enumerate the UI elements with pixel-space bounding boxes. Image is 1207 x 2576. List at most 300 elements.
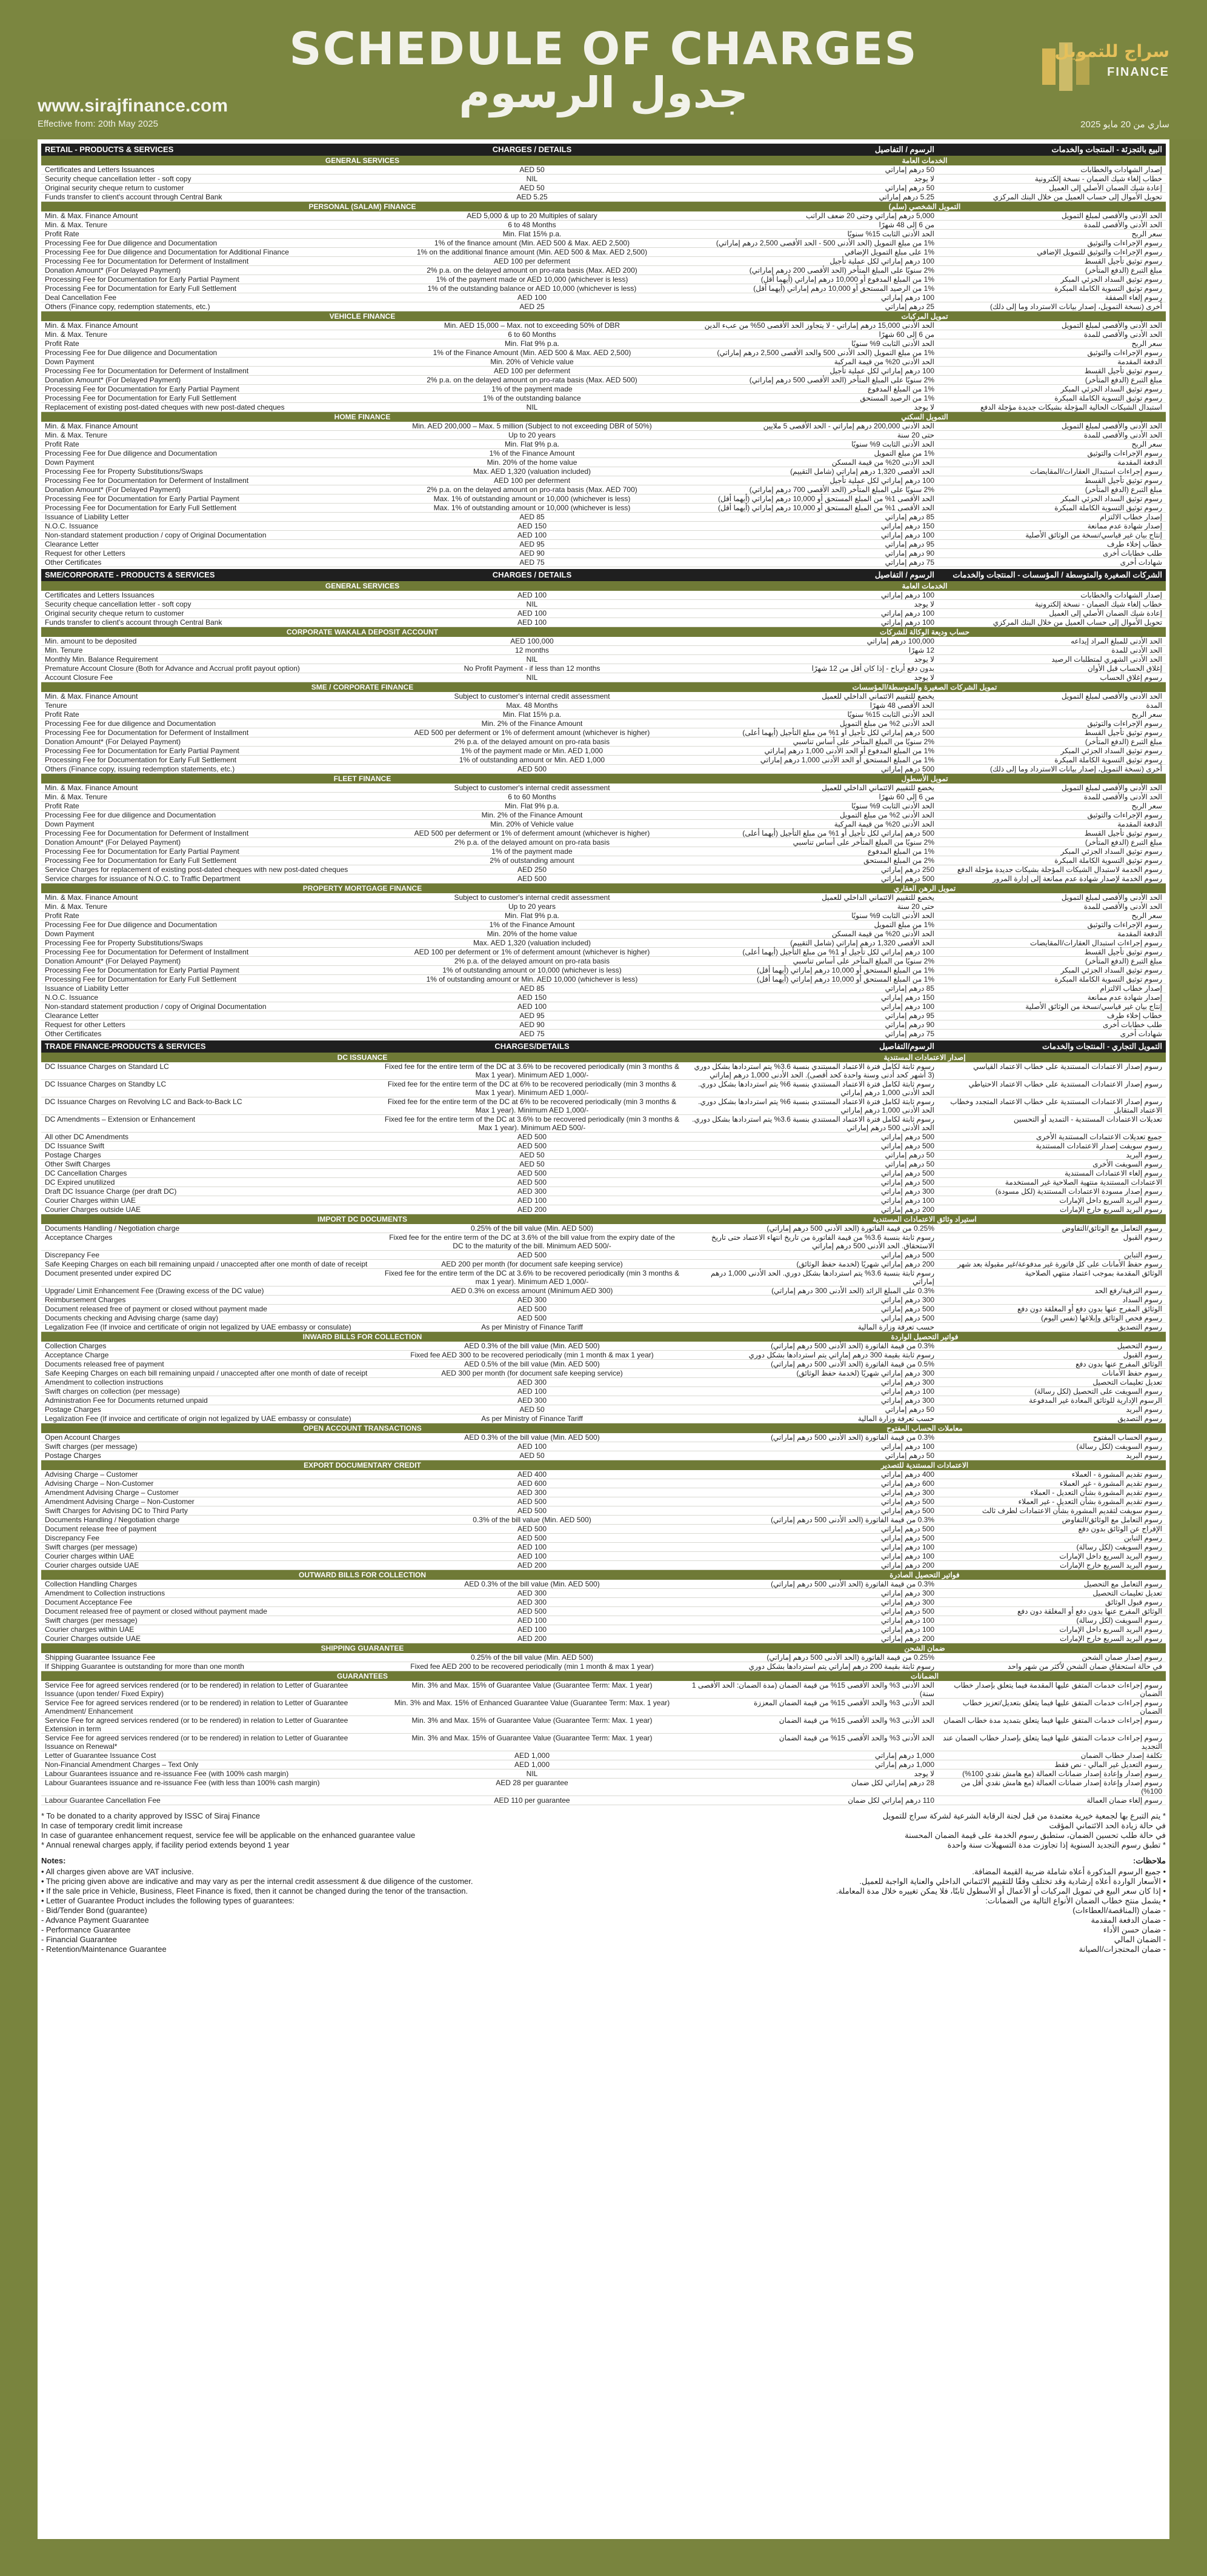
group-title-ar: إصدار الاعتمادات المستندية (883, 1053, 966, 1062)
charge-cell: AED 50 (519, 1451, 545, 1460)
charge-cell: Service charges for issuance of N.O.C. to Traffic Department (45, 874, 241, 883)
charge-cell: شهادات أخرى (1120, 558, 1162, 567)
charge-cell: 250 درهم إماراتي (880, 865, 934, 874)
charge-cell: الحد الأدنى والأقصى للمدة (1083, 431, 1162, 439)
charge-cell: Donation Amount* (For Delayed Payment) (45, 485, 181, 494)
charge-row (41, 558, 1166, 567)
charge-cell: Min. 3% and Max. 15% of Guarantee Value (Guarantee Term: Max. 1 year) (411, 1681, 653, 1689)
charge-cell: AED 500 (517, 1178, 547, 1186)
charge-cell: DC Issuance Charges on Revolving LC and Back-to-Back LC (45, 1097, 242, 1106)
charge-cell: 200 درهم إماراتي شهريًا (لخدمة حفظ الوثائق) (796, 1260, 934, 1268)
charge-cell: الحد الأدنى والأقصى لمبلغ التمويل (1061, 692, 1162, 701)
charge-row (41, 1187, 1166, 1196)
charge-row (41, 1681, 1166, 1699)
charge-cell: Processing Fee for Documentation for Deferment of Installment (45, 476, 249, 485)
charge-cell: Processing Fee for due diligence and Documentation (45, 811, 216, 819)
charge-row (41, 248, 1166, 257)
website-link[interactable]: www.sirajfinance.com (38, 96, 228, 116)
charge-cell: Administration Fee for Documents returned unpaid (45, 1396, 208, 1405)
group-title-ar: تمويل الشركات الصغيرة والمتوسطة/المؤسسات (852, 683, 997, 691)
group-title (41, 1570, 1166, 1580)
charge-cell: رسوم ثابتة لكامل فترة الاعتماد المستندي بنسبة 3.6% يتم استردادها بشكل دوري (3 أشهر كحد أدنى وسنة واحدة كحد أقصى). الحد الأدنى 1,000 درهم إماراتي (694, 1062, 934, 1079)
note-item-ar: - ضمان المحتجزات/الصيانة (1079, 1945, 1166, 1954)
group-title (41, 1053, 1166, 1062)
charge-cell: رسوم السداد (1122, 1296, 1162, 1304)
charge-cell: Down Payment (45, 458, 95, 467)
charge-cell: رسوم ثابتة بنسبة 3.6% يتم استردادها بشكل دوري. الحد الأدنى 1,000 درهم إماراتي (710, 1269, 934, 1286)
charge-cell: الحد الأدنى والأقصى لمبلغ التمويل (1061, 784, 1162, 792)
charge-cell: AED 100 per deferment or 1% of deferment amount (whichever is higher) (414, 948, 650, 956)
notes-columns (41, 1856, 1166, 1954)
footnote-ar: في حالة زيادة الحد الائتماني المؤقت (1049, 1821, 1166, 1830)
charge-cell: الحد الأدنى 200,000 درهم إماراتي - الحد الأقصى 5 ملايين (763, 422, 934, 430)
charge-cell: Monthly Min. Balance Requirement (45, 655, 158, 664)
charge-cell: Fixed fee AED 200 to be recovered periodically (min 1 month & max 1 year) (410, 1662, 654, 1671)
charge-cell: 1% of the payment made (491, 385, 573, 393)
charge-cell: الحد الأدنى 20% من قيمة المركبة (834, 820, 934, 828)
charge-row (41, 609, 1166, 618)
group-title-en: VEHICLE FINANCE (329, 312, 396, 321)
note-item-en: • Letter of Guarantee Product includes the following types of guarantees: (41, 1896, 294, 1905)
charge-cell: 200 درهم إماراتي (880, 1205, 934, 1214)
charge-cell: حسب تعرفة وزارة المالية (857, 1323, 934, 1331)
charge-cell: الحد الأدنى والأقصى للمدة (1083, 902, 1162, 911)
charge-cell: Swift charges (per message) (45, 1543, 138, 1551)
charge-cell: AED 0.3% on excess amount (Minimum AED 300) (451, 1286, 613, 1295)
charge-row (41, 692, 1166, 701)
charge-cell: AED 5,000 & up to 20 Multiples of salary (467, 211, 597, 220)
charge-cell: رسوم السويفت (لكل رسالة) (1076, 1543, 1162, 1551)
charge-cell: Labour Guarantees issuance and re-issuance Fee (with 100% cash margin) (45, 1769, 289, 1778)
charge-cell: 150 درهم إماراتي (880, 993, 934, 1002)
charge-cell: تحويل الأموال إلى حساب العميل من خلال البنك المركزي (993, 193, 1162, 201)
charge-cell: Acceptance Charge (45, 1351, 109, 1359)
charge-cell: رسوم توثيق تأجيل القسط (1084, 476, 1162, 485)
charge-cell: رسوم القبول (1123, 1233, 1162, 1242)
group-title-ar: الخدمات العامة (902, 156, 948, 165)
charge-row (41, 239, 1166, 248)
charge-cell: الحد الأدنى والأقصى لمبلغ التمويل (1061, 211, 1162, 220)
charge-cell: حسب تعرفة وزارة المالية (857, 1414, 934, 1423)
group-title (41, 1423, 1166, 1433)
charge-cell: Security cheque cancellation letter - soft copy (45, 600, 191, 608)
charge-row (41, 1653, 1166, 1662)
charge-row (41, 756, 1166, 765)
group-title-en: OUTWARD BILLS FOR COLLECTION (299, 1571, 426, 1579)
charge-row (41, 1305, 1166, 1314)
charge-cell: رسوم تقديم المشورة - غير العملاء (1059, 1479, 1162, 1488)
charge-cell: Other Certificates (45, 1030, 102, 1038)
group-title-en: INWARD BILLS FOR COLLECTION (302, 1333, 422, 1341)
charge-cell: رسوم القبول (1123, 1351, 1162, 1359)
charge-cell: رسوم التعامل مع الوثائق/التفاوض (1062, 1516, 1162, 1524)
charge-cell: رسوم ثابتة لكامل فترة الاعتماد المستندي بنسبة 3.6% يتم استردادها بشكل دوري. الحد الأدنى 500 درهم إماراتي (692, 1115, 934, 1132)
charge-cell: AED 500 (517, 1607, 547, 1616)
charge-cell: الحد الأدنى الثابت 9% سنويًا (851, 802, 934, 810)
charge-cell: جميع تعديلات الاعتمادات المستندية الأخرى (1036, 1133, 1162, 1141)
group-title-en: DC ISSUANCE (337, 1053, 388, 1062)
charge-cell: AED 200 (517, 1561, 547, 1569)
charge-cell: الحد الأدنى الثابت 15% سنويًا (847, 710, 934, 719)
charge-cell: 100 درهم إماراتي (880, 1002, 934, 1011)
charge-cell: AED 500 (517, 1142, 547, 1150)
section-header-cell: SME/CORPORATE - PRODUCTS & SERVICES (45, 570, 215, 579)
charge-row (41, 911, 1166, 920)
charge-row (41, 1442, 1166, 1451)
charge-cell: رسوم حفظ الأمانات على كل فاتورة غير مدفوعة/غير مقبولة بعد شهر (957, 1260, 1162, 1268)
footnote-en: * Annual renewal charges apply, if facility period extends beyond 1 year (41, 1840, 290, 1849)
charge-cell: رسوم البريد السريع خارج الإمارات (1059, 1634, 1162, 1643)
section-header (41, 1040, 1166, 1053)
group-title (41, 1643, 1166, 1653)
charge-cell: AED 50 (519, 1405, 545, 1414)
charge-row (41, 975, 1166, 984)
charge-row (41, 1543, 1166, 1552)
charge-cell: لا يوجد (914, 403, 934, 411)
charge-cell: رسوم الإجراءات والتوثيق (1087, 348, 1162, 357)
charge-cell: مبلغ التبرع (الدفع المتأخر) (1085, 485, 1162, 494)
charge-cell: Down Payment (45, 358, 95, 366)
charge-cell: تكلفة إصدار خطاب الضمان (1080, 1751, 1162, 1760)
charge-cell: 500 درهم إماراتي (880, 1525, 934, 1533)
charge-cell: 2% سنويًا على المبلغ المتأخر (الحد الأقصى 200 درهم إماراتي) (749, 266, 934, 275)
section-header-cell: التمويل التجاري - المنتجات والخدمات (1042, 1042, 1162, 1051)
charge-cell: Security cheque cancellation letter - soft copy (45, 175, 191, 183)
charge-cell: رسوم الإجراءات والتوثيق (1087, 920, 1162, 929)
charge-row (41, 1286, 1166, 1296)
charge-cell: AED 500 (517, 1314, 547, 1322)
charge-cell: رسوم توثيق تأجيل القسط (1084, 948, 1162, 956)
charge-cell: إصدار شهادة عدم ممانعة (1087, 522, 1162, 530)
charge-cell: رسوم توثيق التسوية الكاملة المبكرة (1054, 394, 1162, 402)
charge-cell: As per Ministry of Finance Tariff (481, 1414, 583, 1423)
charge-cell: Courier Charges outside UAE (45, 1634, 141, 1643)
charge-row (41, 339, 1166, 348)
charge-cell: Documents Handling / Negotiation charge (45, 1516, 180, 1524)
charge-cell: Processing Fee for Documentation for Early Full Settlement (45, 975, 237, 983)
charge-cell: AED 300 (517, 1598, 547, 1606)
charge-cell: طلب خطابات أخرى (1103, 549, 1162, 557)
charge-cell: 1% of the outstanding balance (483, 394, 581, 402)
charge-cell: 1% من المبلغ المدفوع (867, 847, 934, 856)
charge-cell: سعر الربح (1131, 911, 1162, 920)
charge-cell: Service Charges for replacement of existing post-dated cheques with new post-dated cheques (45, 865, 348, 874)
charge-cell: 100 درهم إماراتي (880, 1387, 934, 1396)
charge-cell: Account Closure Fee (45, 673, 113, 682)
section-header-cell: CHARGES / DETAILS (492, 570, 572, 579)
charge-cell: 500 درهم إماراتي (880, 1251, 934, 1259)
section-header-cell: CHARGES/DETAILS (494, 1042, 570, 1051)
charge-cell: Processing Fee for Due diligence and Documentation (45, 348, 218, 357)
charge-row (41, 1020, 1166, 1030)
group-title-en: SHIPPING GUARANTEE (321, 1644, 404, 1652)
charge-cell: 1% of the Finance Amount (489, 920, 575, 929)
charge-cell: Issuance of Liability Letter (45, 513, 129, 521)
charge-cell: سعر الربح (1131, 339, 1162, 348)
charge-cell: Advising Charge – Customer (45, 1470, 138, 1479)
charge-cell: 200 درهم إماراتي (880, 1634, 934, 1643)
charge-row (41, 284, 1166, 293)
charge-cell: الحد الأقصى 1% من المبلغ المستحق أو 10,000 درهم إماراتي (أيهما أقل) (717, 504, 934, 512)
charge-row (41, 1151, 1166, 1160)
charge-cell: 0.3% على المبلغ الزائد (الحد الأدنى 300 درهم إماراتي) (771, 1286, 934, 1295)
charge-cell: Document Acceptance Fee (45, 1598, 133, 1606)
charge-cell: AED 100 (517, 1552, 547, 1560)
effective-date-ar: ساري من 20 مايو 2025 (1080, 119, 1169, 130)
charge-cell: 2% من المبلغ المستحق (863, 856, 934, 865)
charge-cell: AED 95 (519, 1011, 545, 1020)
charge-row (41, 993, 1166, 1002)
charge-row (41, 1378, 1166, 1387)
charge-cell: 0.25% of the bill value (Min. AED 500) (470, 1224, 594, 1233)
charge-cell: AED 100 (517, 1002, 547, 1011)
charge-cell: Fixed fee for the entire term of the DC at 3.6% of the bill value from the expiry date of the DC to the maturity of the bill. Minimum AED 500/- (389, 1233, 675, 1250)
charge-row (41, 358, 1166, 367)
charge-cell: الحد الأدنى والأقصى للمدة (1083, 330, 1162, 339)
charge-cell: 2% of outstanding amount (490, 856, 574, 865)
charge-cell: Processing Fee for Property Substitutions/Swaps (45, 939, 203, 947)
charge-cell: 2% سنويًا من المبلغ المتأخر على أساس تناسبي (793, 737, 934, 746)
charge-cell: 1% of the payment made or Min. AED 1,000 (461, 747, 604, 755)
page-header (0, 0, 1207, 139)
footnote-en: * To be donated to a charity approved by ISSC of Siraj Finance (41, 1811, 261, 1820)
charge-cell: AED 250 (517, 865, 547, 874)
charge-cell: 1% of the Finance Amount (489, 449, 575, 458)
charge-cell: Collection Handling Charges (45, 1580, 138, 1588)
charge-cell: 1,000 درهم إماراتي (874, 1760, 934, 1769)
charge-cell: 5,000 درهم إماراتي وحتى 20 ضعف الراتب (805, 211, 934, 220)
charge-cell: AED 50 (519, 165, 545, 174)
charge-cell: رسوم التعديل غير المالي - نص فقط (1054, 1760, 1162, 1769)
charge-cell: 100 درهم إماراتي (880, 1196, 934, 1205)
charge-row (41, 948, 1166, 957)
footnote-row (41, 1831, 1166, 1840)
charge-row (41, 1196, 1166, 1205)
charge-cell: AED 100 (517, 293, 547, 302)
charge-cell: N.O.C. Issuance (45, 522, 99, 530)
note-item-ar: • الأسعار الواردة أعلاه إرشادية وقد تختلف وفقًا للتقييم الائتماني الداخلي والعناية الواجبة للعميل. (859, 1877, 1166, 1886)
charge-cell: Donation Amount* (For Delayed Payment) (45, 376, 181, 384)
charge-row (41, 1516, 1166, 1525)
charge-cell: 100 درهم إماراتي (880, 1543, 934, 1551)
group-title (41, 1671, 1166, 1681)
charge-cell: 2% p.a. of the delayed amount on pro-rata basis (454, 957, 610, 965)
charge-cell: Legalization Fee (If invoice and certificate of origin not legalized by UAE embassy or consulate) (45, 1323, 351, 1331)
charge-cell: Min. & Max. Tenure (45, 221, 108, 229)
charge-cell: Max. 1% of outstanding amount or 10,000 (whichever is less) (433, 494, 631, 503)
charge-cell: Non-Financial Amendment Charges – Text Only (45, 1760, 199, 1769)
notes-title-ar: ملاحظات: (1133, 1856, 1166, 1865)
charge-cell: Request for other Letters (45, 1020, 125, 1029)
charge-cell: رسوم الإجراءات والتوثيق للتمويل الإضافي (1037, 248, 1162, 256)
charge-cell: خطاب إلغاء شيك الضمان - نسخة إلكترونية (1034, 600, 1162, 608)
group-title (41, 1460, 1166, 1470)
charge-cell: رسوم قبول الوثائق (1105, 1598, 1162, 1606)
charge-cell: رسوم توثيق تأجيل القسط (1084, 257, 1162, 265)
section-header-cell: TRADE FINANCE-PRODUCTS & SERVICES (45, 1042, 206, 1051)
charge-cell: أخرى (نسخة التمويل، إصدار بيانات الاسترداد وما إلى ذلك) (989, 765, 1162, 773)
charge-cell: Processing Fee for Documentation for Deferment of Installment (45, 948, 249, 956)
charge-cell: Courier Charges outside UAE (45, 1205, 141, 1214)
charge-cell: AED 1,000 (514, 1760, 550, 1769)
charge-cell: 1% من المبلغ المستحق أو 10,000 درهم إماراتي (أيهما أقل) (757, 966, 934, 974)
note-item-ar: • إذا كان سعر البيع في تمويل المركبات أو الأعمال أو الأسطول ثابتًا، فلا يمكن تغييره خلال مدة المعاملة. (836, 1886, 1166, 1895)
charge-cell: 2% سنويًا من المبلغ المتأخر على أساس تناسبي (793, 838, 934, 847)
charge-cell: رسوم ثابتة لكامل فترة الاعتماد المستندي بنسبة 6% يتم استردادها بشكل دوري. الحد الأدنى 1,000 درهم إماراتي (698, 1097, 934, 1114)
charge-cell: Letter of Guarantee Issuance Cost (45, 1751, 156, 1760)
charge-cell: رسوم إلغاء ضمان العمالة (1086, 1796, 1162, 1805)
charge-cell: 500 درهم إماراتي (880, 1497, 934, 1506)
charge-row (41, 646, 1166, 655)
charge-row (41, 939, 1166, 948)
charge-cell: الحد الأدنى الثابت 9% سنويًا (851, 440, 934, 448)
charge-cell: 100,000 درهم إماراتي (866, 637, 934, 645)
charge-cell: AED 500 (517, 1506, 547, 1515)
charge-cell: Profit Rate (45, 802, 79, 810)
section-header-cell: CHARGES / DETAILS (492, 145, 572, 154)
charge-cell: Labour Guarantee Cancellation Fee (45, 1796, 161, 1805)
charge-row (41, 531, 1166, 540)
charge-cell: الحد الأدنى والأقصى لمبلغ التمويل (1061, 321, 1162, 330)
charge-cell: تحويل الأموال إلى حساب العميل من خلال البنك المركزي (993, 618, 1162, 627)
charge-cell: Donation Amount* (For Delayed Payment) (45, 266, 181, 275)
charge-row (41, 1030, 1166, 1039)
charge-cell: Upgrade/ Limit Enhancement Fee (Drawing excess of the DC value) (45, 1286, 264, 1295)
charge-cell: 1% على مبلغ التمويل الإضافي (844, 248, 934, 256)
charge-cell: رسوم إصدار وإعادة إصدار ضمانات العمالة (مع هامش نقدي 100%) (962, 1769, 1162, 1778)
note-item-en: - Performance Guarantee (41, 1925, 131, 1934)
charge-cell: Fixed fee for the entire term of the DC at 3.6% to be recovered periodically (min 3 months & Max 1 year). Minimum AED 500/- (384, 1115, 680, 1132)
group-title-en: PERSONAL (SALAM) FINANCE (308, 202, 416, 211)
charge-cell: Donation Amount* (For Delayed Payment) (45, 838, 181, 847)
charge-cell: رسوم حفظ الأمانات (1102, 1369, 1162, 1377)
charge-row (41, 348, 1166, 358)
charge-cell: 50 درهم إماراتي (885, 1451, 934, 1460)
charge-cell: Donation Amount* (For Delayed Payment) (45, 737, 181, 746)
charge-row (41, 902, 1166, 911)
charge-cell: 6 to 60 Months (508, 330, 556, 339)
charge-cell: 50 درهم إماراتي (885, 1405, 934, 1414)
charge-cell: 1% من المبلغ المدفوع أو 10,000 درهم إماراتي (أيهما أقل) (760, 275, 934, 284)
charge-cell: Deal Cancellation Fee (45, 293, 117, 302)
charge-cell: 1% من مبلغ التمويل (874, 449, 934, 458)
note-item-en: • All charges given above are VAT inclusive. (41, 1867, 194, 1876)
charge-cell: رسوم الإجراءات والتوثيق (1087, 811, 1162, 819)
charge-row (41, 440, 1166, 449)
charge-cell: الحد الأدنى 3% والحد الأقصى 15% من قيمة الضمان (779, 1734, 934, 1742)
section-header-cell: البيع بالتجزئة - المنتجات والخدمات (1051, 145, 1162, 154)
charge-cell: رسوم إصدار الاعتمادات المستندية على خطاب الاعتماد الاحتياطي (968, 1080, 1162, 1088)
charge-row (41, 811, 1166, 820)
section-header-cell: الشركات الصغيرة والمتوسطة / المؤسسات - المنتجات والخدمات (953, 570, 1162, 579)
charge-cell: 50 درهم إماراتي (885, 165, 934, 174)
charge-row (41, 673, 1166, 682)
charge-cell: رسوم البريد السريع خارج الإمارات (1059, 1561, 1162, 1569)
group-title (41, 156, 1166, 165)
charge-cell: Legalization Fee (If invoice and certificate of origin not legalized by UAE embassy or consulate) (45, 1414, 351, 1423)
charge-cell: رسوم توثيق السداد الجزئي المبكر (1060, 494, 1162, 503)
charge-cell: AED 500 (517, 1305, 547, 1313)
group-title (41, 682, 1166, 692)
charge-cell: 0.3% من قيمة الفاتورة (الحد الأدنى 500 درهم إماراتي) (771, 1342, 934, 1350)
charge-cell: تعديل تعليمات التحصيل (1092, 1378, 1162, 1386)
charge-cell: الحد الأدنى والأقصى للمدة (1083, 221, 1162, 229)
charge-row (41, 321, 1166, 330)
group-title-ar: التمويل الشخصي (سلم) (888, 202, 961, 211)
charge-row (41, 1133, 1166, 1142)
charge-cell: رسوم توثيق التسوية الكاملة المبكرة (1054, 856, 1162, 865)
charge-cell: AED 100 (517, 1616, 547, 1625)
charge-cell: NIL (526, 600, 538, 608)
charge-cell: AED 300 per month (for document safe keeping service) (441, 1369, 623, 1377)
charge-cell: Processing Fee for Documentation for Early Full Settlement (45, 756, 237, 764)
charge-row (41, 431, 1166, 440)
charge-cell: إعادة شيك الضمان الأصلي إلى العميل (1049, 609, 1162, 617)
charge-cell: إنتاج بيان غير قياسي/نسخة من الوثائق الأصلية (1025, 531, 1162, 539)
charge-cell: Min. 2% of the Finance Amount (481, 811, 583, 819)
group-title-en: CORPORATE WAKALA DEPOSIT ACCOUNT (286, 628, 439, 636)
charge-cell: رسوم إجراءات خدمات المتفق عليها فيما يتعلق بتعديل/تعزيز خطاب الضمان (962, 1699, 1162, 1716)
group-title-en: GUARANTEES (336, 1672, 388, 1680)
charge-cell: 2% p.a. of the delayed amount on pro-rata basis (454, 838, 610, 847)
charge-row (41, 1769, 1166, 1779)
charge-cell: Min. & Max. Tenure (45, 330, 108, 339)
charge-cell: Others (Finance copy, issuing redemption statements, etc.) (45, 765, 235, 773)
charge-cell: 400 درهم إماراتي (880, 1470, 934, 1479)
charge-row (41, 211, 1166, 221)
charge-cell: 500 درهم إماراتي (880, 1169, 934, 1177)
charge-row (41, 275, 1166, 284)
charge-cell: 50 درهم إماراتي (885, 1151, 934, 1159)
charge-cell: AED 75 (519, 558, 545, 567)
charge-cell: 300 درهم إماراتي (880, 1589, 934, 1597)
charge-cell: يخضع للتقييم الائتماني الداخلي للعميل (822, 784, 934, 792)
group-title (41, 627, 1166, 637)
charge-cell: Certificates and Letters Issuances (45, 591, 155, 599)
charge-cell: رسوم توثيق التسوية الكاملة المبكرة (1054, 975, 1162, 983)
charge-cell: Non-standard statement production / copy of Original Documentation (45, 1002, 267, 1011)
charge-cell: Document release free of payment (45, 1525, 157, 1533)
charge-cell: في حالة استحقاق ضمان الشحن لأكثر من شهر واحد (1008, 1662, 1162, 1671)
charge-cell: Postage Charges (45, 1405, 101, 1414)
charge-cell: 150 درهم إماراتي (880, 522, 934, 530)
charge-row (41, 422, 1166, 431)
charge-cell: 500 درهم إماراتي (880, 1142, 934, 1150)
charge-cell: AED 100 per deferment (493, 257, 571, 265)
note-item-en: - Advance Payment Guarantee (41, 1915, 149, 1925)
charge-cell: 1% من المبلغ المدفوع (867, 385, 934, 393)
charge-row (41, 221, 1166, 230)
group-title-en: IMPORT DC DOCUMENTS (318, 1215, 407, 1223)
charge-row (41, 1751, 1166, 1760)
effective-date-en: Effective from: 20th May 2025 (38, 119, 158, 129)
charge-cell: AED 90 (519, 1020, 545, 1029)
charge-cell: AED 500 (517, 1497, 547, 1506)
note-item-ar: - ضمان حسن الأداء (1103, 1925, 1166, 1934)
charge-cell: رسوم إصدار وإعادة إصدار ضمانات العمالة (مع هامش نقدي أقل من 100%) (960, 1779, 1162, 1796)
charge-row (41, 1534, 1166, 1543)
charge-cell: 2% سنويًا من المبلغ المتأخر على أساس تناسبي (793, 957, 934, 965)
charge-row (41, 257, 1166, 266)
charge-cell: Max. AED 1,320 (valuation included) (473, 939, 591, 947)
charge-cell: Min. AED 200,000 – Max. 5 million (Subject to not exceeding DBR of 50%) (412, 422, 652, 430)
charge-row (41, 710, 1166, 719)
charge-cell: Discrepancy Fee (45, 1534, 100, 1542)
charge-cell: 100 درهم إماراتي (880, 1442, 934, 1451)
charge-row (41, 655, 1166, 664)
charge-cell: 300 درهم إماراتي (880, 1598, 934, 1606)
charge-row (41, 1760, 1166, 1769)
